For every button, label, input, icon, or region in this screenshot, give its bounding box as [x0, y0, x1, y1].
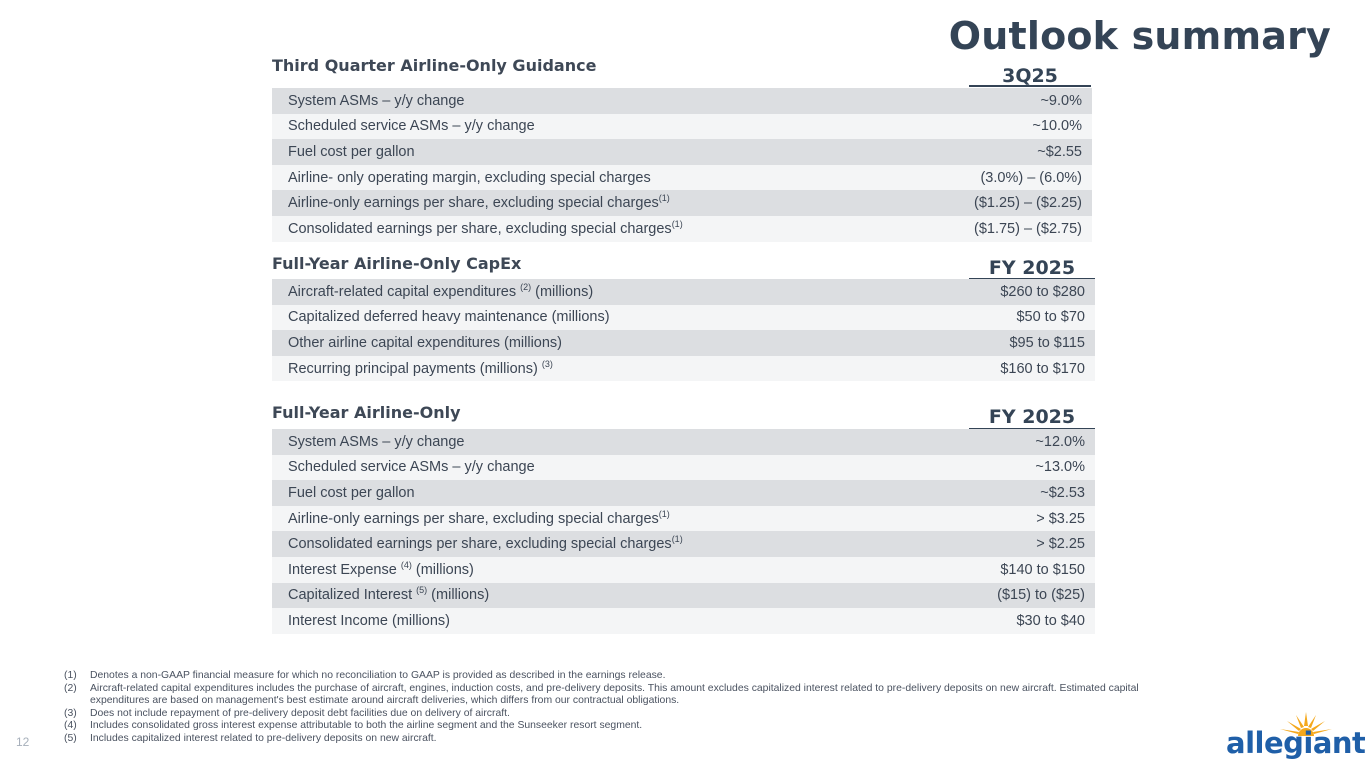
footnote-number: (4): [64, 720, 77, 732]
table-row: [272, 305, 1095, 331]
footnote-ref: (2): [520, 281, 532, 292]
row-label: Airline-only earnings per share, excluding special charges$^{(1)}$: [288, 193, 670, 212]
row-label: Interest Income (millions): [288, 612, 450, 629]
row-label: Aircraft-related capital expenditures $^{(2)}$ (millions): [288, 281, 594, 300]
row-label: Consolidated earnings per share, excluding special charges$^{(1)}$: [288, 534, 683, 553]
column-header: FY 2025: [969, 403, 1095, 430]
row-label: Scheduled service ASMs – y/y change: [288, 459, 535, 476]
guidance-table: [272, 88, 1092, 242]
row-value: ($1.75) – ($2.75): [973, 220, 1082, 237]
row-value: ~10.0%: [1032, 118, 1082, 135]
section-title: Full-Year Airline-Only: [272, 403, 461, 422]
footnote-number: (2): [64, 682, 77, 694]
row-value: ~$2.55: [1037, 143, 1082, 160]
row-value: $140 to $150: [1000, 561, 1085, 578]
footnote-ref: (1): [658, 193, 670, 204]
footnote-ref: (5): [416, 585, 428, 596]
table-row: [272, 190, 1092, 216]
row-value: > $3.25: [1036, 510, 1085, 527]
full-year-table: [272, 429, 1095, 634]
table-row: [272, 557, 1095, 583]
row-label: Capitalized deferred heavy maintenance (millions): [288, 309, 610, 326]
footnote-text: Denotes a non-GAAP financial measure for which no reconciliation to GAAP is provided as described in the earnings release.: [90, 670, 666, 681]
row-value: ~12.0%: [1035, 433, 1085, 450]
table-row: [272, 330, 1095, 356]
footnote-ref: (4): [400, 559, 412, 570]
row-label: Capitalized Interest $^{(5)}$ (millions): [288, 585, 490, 604]
row-label: Recurring principal payments (millions) $^{(3)}$: [288, 358, 553, 377]
row-value: ~13.0%: [1035, 459, 1085, 476]
table-row: [272, 480, 1095, 506]
row-value: $30 to $40: [1016, 612, 1085, 629]
table-row: [272, 139, 1092, 165]
table-row: [272, 88, 1092, 114]
section-title: Full-Year Airline-Only CapEx: [272, 254, 522, 273]
section-title: Third Quarter Airline-Only Guidance: [272, 56, 597, 75]
section-full-year: [272, 403, 1096, 635]
row-label: Other airline capital expenditures (millions): [288, 334, 563, 351]
row-label: System ASMs – y/y change: [288, 92, 465, 109]
table-row: [272, 531, 1095, 557]
row-value: $260 to $280: [1000, 283, 1085, 300]
footnote: [64, 670, 1184, 683]
table-row: [272, 608, 1095, 634]
section-third-quarter: [272, 56, 1094, 242]
table-row: [272, 583, 1095, 609]
row-label: Consolidated earnings per share, excluding special charges$^{(1)}$: [288, 218, 683, 237]
footnote: [64, 733, 1184, 746]
table-row: [272, 114, 1092, 140]
row-value: $95 to $115: [1009, 334, 1085, 351]
row-label: System ASMs – y/y change: [288, 433, 465, 450]
footnote-ref: (1): [671, 218, 683, 229]
brand-wordmark: allegiant: [1226, 726, 1365, 760]
row-label: Scheduled service ASMs – y/y change: [288, 118, 535, 135]
row-label: Fuel cost per gallon: [288, 143, 415, 160]
footnote-number: (1): [64, 670, 77, 681]
row-label: Interest Expense $^{(4)}$ (millions): [288, 559, 474, 578]
table-row: [272, 455, 1095, 481]
footnote-text: Includes capitalized interest related to pre-delivery deposits on new aircraft.: [90, 732, 437, 744]
table-row: [272, 279, 1095, 305]
row-value: ~$2.53: [1040, 484, 1085, 501]
table-row: [272, 506, 1095, 532]
row-value: > $2.25: [1036, 536, 1085, 553]
footnote-ref: (3): [541, 358, 553, 369]
row-value: $50 to $70: [1016, 309, 1085, 326]
footnote-text: Aircraft-related capital expenditures includes the purchase of aircraft, engines, induction costs, and pre-delivery deposits. This amount excludes capitalized interest related to pre-delivery deposits on new aircraft. Estimated capital expenditures are based on management's best estimate around aircraft deliveries, which differs from our contractual obligations.: [90, 682, 1139, 707]
section-capex: [272, 254, 1096, 384]
footnote-number: (3): [64, 707, 77, 719]
footnote-number: (5): [64, 732, 77, 744]
row-label: Airline-only earnings per share, excluding special charges$^{(1)}$: [288, 508, 670, 527]
table-row: [272, 165, 1092, 191]
footnote: [64, 683, 1184, 708]
table-row: [272, 429, 1095, 455]
allegiant-logo: [1226, 710, 1365, 760]
footnotes: [64, 670, 1184, 746]
footnote-text: Includes consolidated gross interest expense attributable to both the airline segment and the Sunseeker resort segment.: [90, 720, 643, 732]
table-row: [272, 216, 1092, 242]
footnote-ref: (1): [671, 534, 683, 545]
column-header: FY 2025: [969, 254, 1095, 280]
footnote: [64, 708, 1184, 721]
row-value: ($1.25) – ($2.25): [973, 195, 1082, 212]
column-header: 3Q25: [969, 56, 1091, 87]
row-value: (3.0%) – (6.0%): [980, 169, 1082, 186]
footnote: [64, 720, 1184, 733]
page-number: 12: [16, 735, 30, 749]
capex-table: [272, 279, 1095, 381]
row-value: ($15) to ($25): [997, 587, 1085, 604]
footnote-text: Does not include repayment of pre-delivery deposit debt facilities due on delivery of aircraft.: [90, 707, 510, 719]
row-value: $160 to $170: [1000, 360, 1085, 377]
page-title: Outlook summary: [948, 14, 1331, 58]
table-row: [272, 356, 1095, 382]
row-value: ~9.0%: [1040, 92, 1082, 109]
row-label: Airline- only operating margin, excluding special charges: [288, 169, 651, 186]
row-label: Fuel cost per gallon: [288, 484, 415, 501]
footnote-ref: (1): [658, 508, 670, 519]
